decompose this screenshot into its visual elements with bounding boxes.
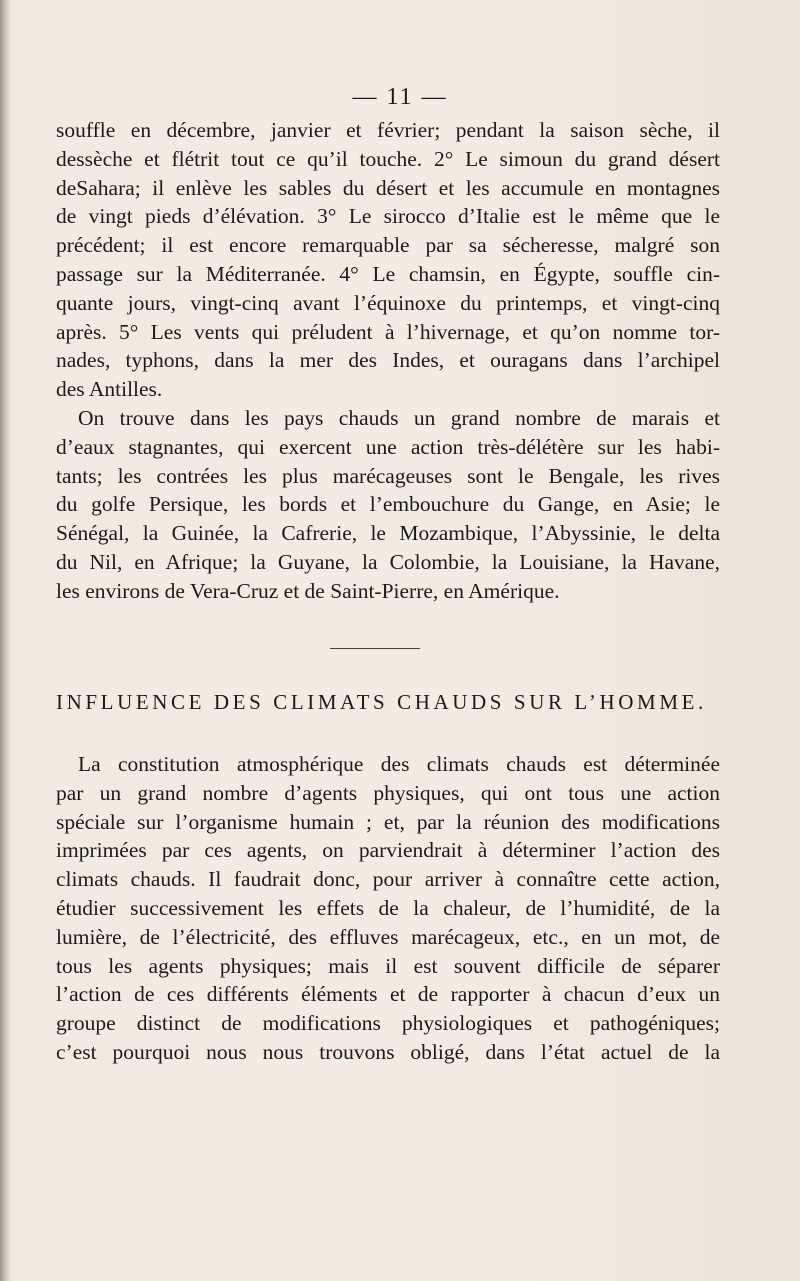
text-line: par un grand nombre d’agents physiques, qui ont tous une action [56,780,720,805]
text-line: spéciale sur l’organisme humain ; et, par la réunion des modifications [56,809,720,834]
text-line: passage sur la Méditerranée. 4° Le chamsin, en Égypte, souffle cin- [56,261,720,286]
text-line: imprimées par ces agents, on parviendrait à déterminer l’action des [56,838,720,863]
text-line: du Nil, en Afrique; la Guyane, la Colombie, la Louisiane, la Havane, [56,549,720,574]
text-line: lumière, de l’électricité, des effluves marécageux, etc., en un mot, de [56,924,720,949]
text-line: groupe distinct de modifications physiologiques et pathogéniques; [56,1011,720,1036]
text-line: souffle en décembre, janvier et février; pendant la saison sèche, il [56,118,720,142]
body-text-section-1 [56,116,720,606]
text-line: étudier successivement les effets de la chaleur, de l’humidité, de la [56,895,720,920]
paragraph-start-line: On trouve dans les pays chauds un grand nombre de marais et [78,405,720,430]
text-line: après. 5° Les vents qui préludent à l’hivernage, et qu’on nomme tor- [56,319,720,344]
text-line: climats chauds. Il faudrait donc, pour arriver à connaître cette action, [56,867,720,892]
paragraph-start-line: La constitution atmosphérique des climats chauds est déterminée [78,752,720,776]
text-line: tants; les contrées les plus marécageuses sont le Bengale, les rives [56,463,720,488]
text-line: des Antilles. [56,377,163,402]
text-line: les environs de Vera-Cruz et de Saint-Pierre, en Amérique. [56,578,560,603]
text-line: c’est pourquoi nous nous trouvons obligé, dans l’état actuel de la [56,1039,720,1064]
section-heading: INFLUENCE DES CLIMATS CHAUDS SUR L’HOMME. [56,690,707,714]
binding-edge [0,0,10,1281]
text-line: l’action de ces différents éléments et de rapporter à chacun d’eux un [56,982,720,1007]
text-line: dessèche et flétrit tout ce qu’il touche. 2° Le simoun du grand désert [56,146,720,171]
section-divider [330,648,420,649]
text-line: précédent; il est encore remarquable par sa sécheresse, malgré son [56,233,720,258]
page-number: — 11 — [352,84,448,110]
body-text-section-2 [56,750,720,1067]
text-line: tous les agents physiques; mais il est souvent difficile de séparer [56,953,720,978]
text-line: du golfe Persique, les bords et l’embouchure du Gange, en Asie; le [56,492,720,517]
text-line: d’eaux stagnantes, qui exercent une action très-délétère sur les habi- [56,434,720,459]
text-line: de vingt pieds d’élévation. 3° Le sirocco d’Italie est le même que le [56,204,720,229]
text-line: nades, typhons, dans la mer des Indes, et ouragans dans l’archipel [56,348,720,373]
text-line: deSahara; il enlève les sables du désert et les accumule en montagnes [56,175,720,200]
text-line: Sénégal, la Guinée, la Cafrerie, le Mozambique, l’Abyssinie, le delta [56,521,720,546]
text-line: quante jours, vingt-cinq avant l’équinoxe du printemps, et vingt-cinq [56,290,720,315]
